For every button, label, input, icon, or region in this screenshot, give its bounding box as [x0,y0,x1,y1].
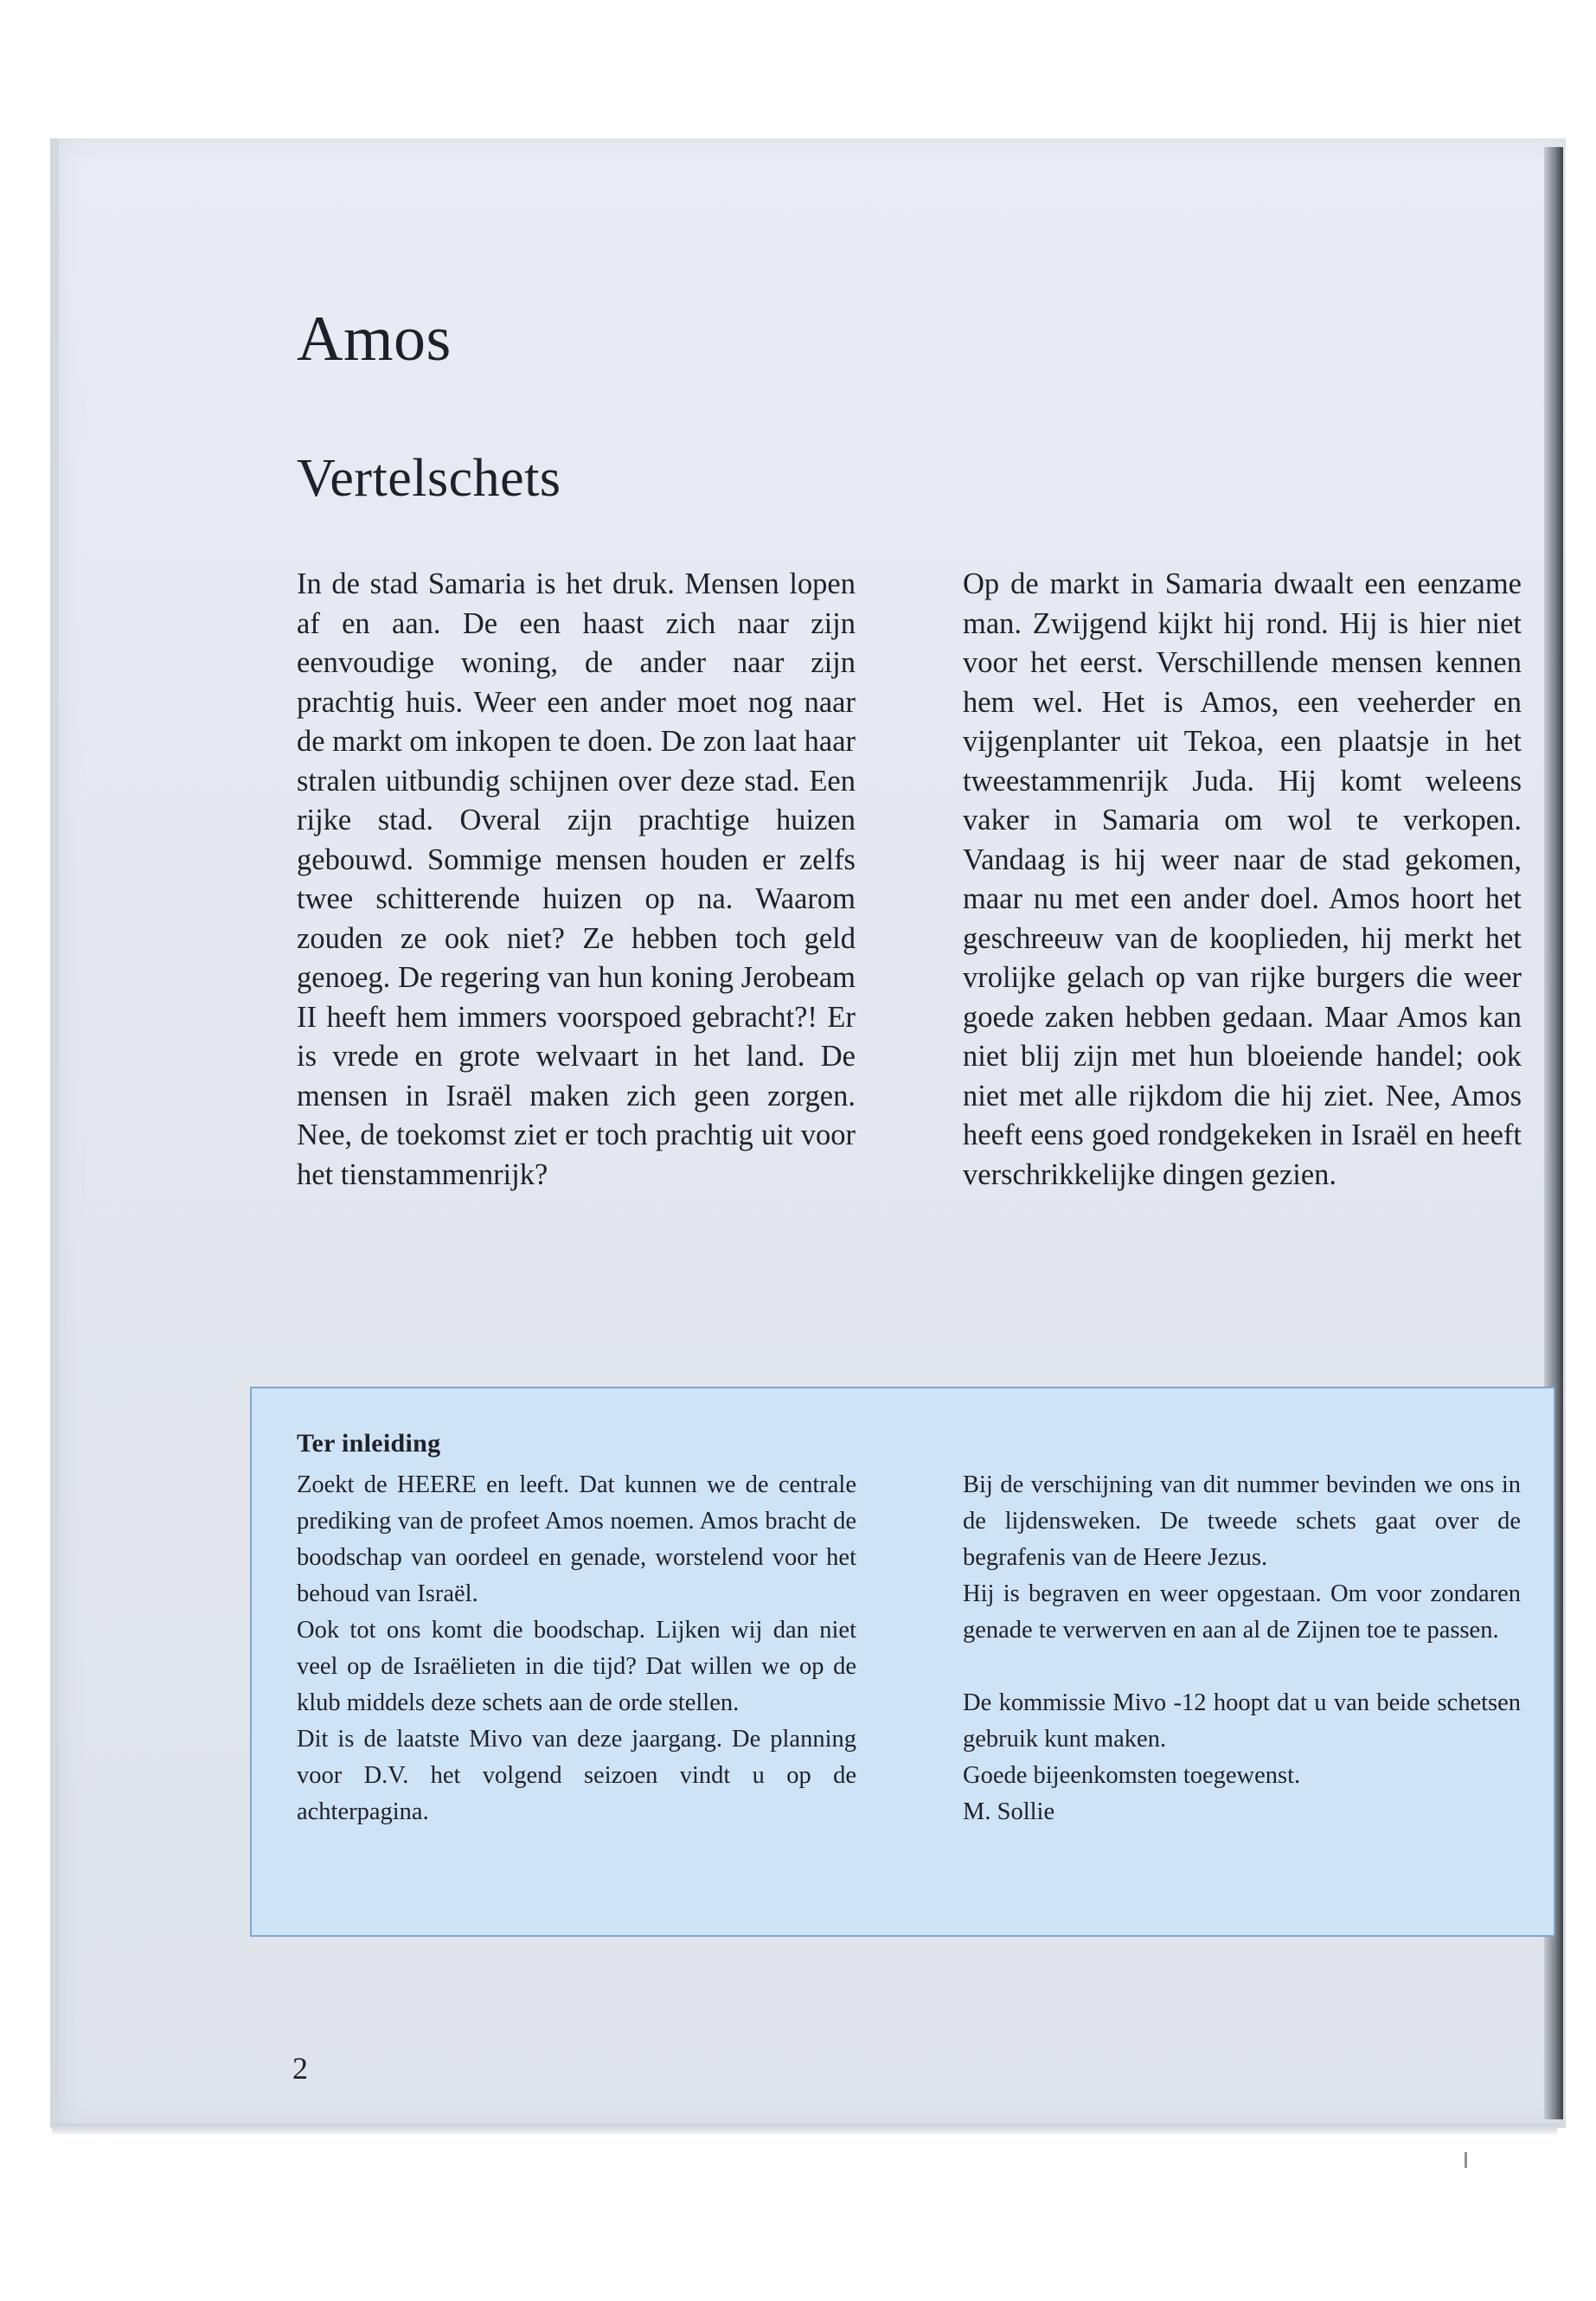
intro-signature: M. Sollie [963,1798,1055,1825]
article-title: Amos [297,304,452,375]
intro-paragraph: Hij is begraven en weer opgestaan. Om voor zondaren genade te verwerven en aan al de Zijnen toe te passen. [963,1580,1521,1644]
intro-paragraph: Zoekt de HEERE en leeft. Dat kunnen we de centrale prediking van de profeet Amos noemen. Amos bracht de boodschap van oordeel en genade, worstelend voor het behoud van Israël. [297,1471,856,1607]
story-column-left: In de stad Samaria is het druk. Mensen lopen af en aan. De een haast zich naar zijn eenvoudige woning, de ander naar zijn prachtig huis. Weer een ander moet nog naar de markt om inkopen te doen. De zon laat haar stralen uitbundig schijnen over deze stad. Een rijke stad. Overal zijn prachtige huizen gebouwd. Sommige mensen houden er zelfs twee schitterende huizen op na. Waarom zouden ze ook niet? Ze hebben toch geld genoeg. De regering van hun koning Jerobeam II heeft hem immers voorspoed gebracht?! Er is vrede en grote welvaart in het land. De mensen in Israël maken zich geen zorgen. Nee, de toekomst ziet er toch prachtig uit voor het tienstammenrijk? [297,567,856,1191]
intro-paragraph: Goede bijeenkomsten toegewenst. [963,1762,1301,1789]
page-number: 2 [292,2051,308,2086]
intro-paragraph: De kommissie Mivo -12 hoopt dat u van beide schetsen gebruik kunt maken. [963,1689,1521,1753]
intro-column-right [963,1467,1521,1830]
intro-paragraph: Dit is de laatste Mivo van deze jaargang. De planning voor D.V. het volgend seizoen vindt u op de achterpagina. [297,1726,856,1825]
intro-column-left [297,1467,856,1830]
scan-artifact-mark [1465,2152,1467,2168]
intro-paragraph: Bij de verschijning van dit nummer bevinden we ons in de lijdensweken. De tweede schets gaat over de begrafenis van de Heere Jezus. [963,1471,1521,1571]
page-bottom-edge [52,2124,1557,2134]
story-column-right: Op de markt in Samaria dwaalt een eenzame man. Zwijgend kijkt hij rond. Hij is hier niet voor het eerst. Verschillende mensen kennen hem wel. Het is Amos, een veeherder en vijgenplanter uit Tekoa, een plaatsje in het tweestammenrijk Juda. Hij komt weleens vaker in Samaria om wol te verkopen. Vandaag is hij weer naar de stad gekomen, maar nu met een ander doel. Amos hoort het geschreeuw van de kooplieden, hij merkt het vrolijke gelach op van rijke burgers die weer goede zaken hebben gedaan. Maar Amos kan niet blij zijn met hun bloeiende handel; ook niet met alle rijkdom die hij ziet. Nee, Amos heeft eens goed rondgekeken in Israël en heeft verschrikkelijke dingen gezien. [963,567,1522,1191]
intro-paragraph: Ook tot ons komt die boodschap. Lijken wij dan niet veel op de Israëlieten in die tijd? Dat willen we op de klub middels deze schets aan de orde stellen. [297,1617,856,1716]
intro-title: Ter inleiding [297,1429,441,1458]
paragraph-spacer [963,1649,1521,1685]
article-subtitle: Vertelschets [297,449,561,508]
